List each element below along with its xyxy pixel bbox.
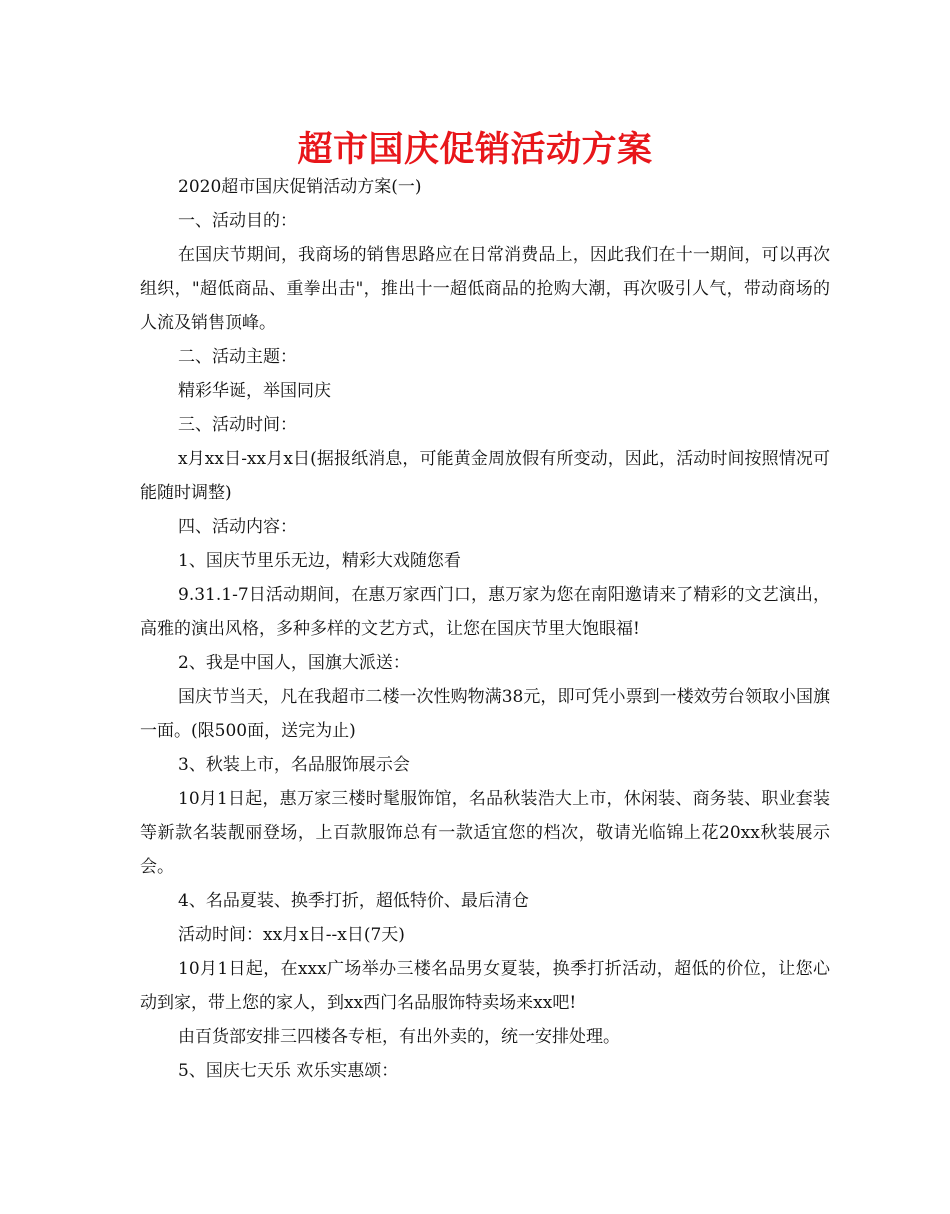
section-heading-purpose: 一、活动目的： — [178, 211, 297, 231]
paragraph-item-2: 国庆节当天，凡在我超市二楼一次性购物满38元，即可凭小票到一楼效劳台领取小国旗一面。(限500面，送完为止) — [140, 687, 830, 741]
item-heading-1: 1、国庆节里乐无边，精彩大戏随您看 — [178, 551, 461, 571]
paragraph-item-4-arrangement: 由百货部安排三四楼各专柜，有出外卖的，统一安排处理。 — [178, 1027, 620, 1047]
paragraph-item-3: 10月1日起，惠万家三楼时髦服饰馆，名品秋装浩大上市，休闲装、商务装、职业套装等新款名装靓丽登场，上百款服饰总有一款适宜您的档次，敬请光临锦上花20xx秋装展示会。 — [140, 789, 830, 877]
section-heading-content: 四、活动内容： — [178, 517, 297, 537]
section-heading-theme: 二、活动主题： — [178, 347, 297, 367]
paragraph-item-4: 10月1日起，在xxx广场举办三楼名品男女夏装，换季打折活动，超低的价位，让您心动到家，带上您的家人，到xx西门名品服饰特卖场来xx吧! — [140, 959, 830, 1013]
document-title: 超市国庆促销活动方案 — [297, 130, 653, 170]
item-heading-4: 4、名品夏装、换季打折，超低特价、最后清仓 — [178, 891, 529, 911]
item-heading-2: 2、我是中国人，国旗大派送： — [178, 653, 410, 673]
document-body — [140, 170, 830, 1088]
item-heading-3: 3、秋装上市，名品服饰展示会 — [178, 755, 410, 775]
paragraph-theme: 精彩华诞，举国同庆 — [178, 381, 331, 401]
paragraph-purpose: 在国庆节期间，我商场的销售思路应在日常消费品上，因此我们在十一期间，可以再次组织，"超低商品、重拳出击"，推出十一超低商品的抢购大潮，再次吸引人气，带动商场的人流及销售顶峰。 — [140, 245, 830, 333]
paragraph-subtitle: 2020超市国庆促销活动方案(一) — [178, 177, 422, 197]
paragraph-time: x月xx日-xx月x日(据报纸消息，可能黄金周放假有所变动，因此，活动时间按照情况可能随时调整) — [140, 449, 830, 503]
paragraph-item-4-time: 活动时间：xx月x日--x日(7天) — [178, 925, 405, 945]
paragraph-item-1: 9.31.1-7日活动期间，在惠万家西门口，惠万家为您在南阳邀请来了精彩的文艺演出，高雅的演出风格，多种多样的文艺方式，让您在国庆节里大饱眼福! — [140, 585, 830, 639]
section-heading-time: 三、活动时间： — [178, 415, 297, 435]
item-heading-5: 5、国庆七天乐 欢乐实惠颂： — [178, 1061, 399, 1081]
